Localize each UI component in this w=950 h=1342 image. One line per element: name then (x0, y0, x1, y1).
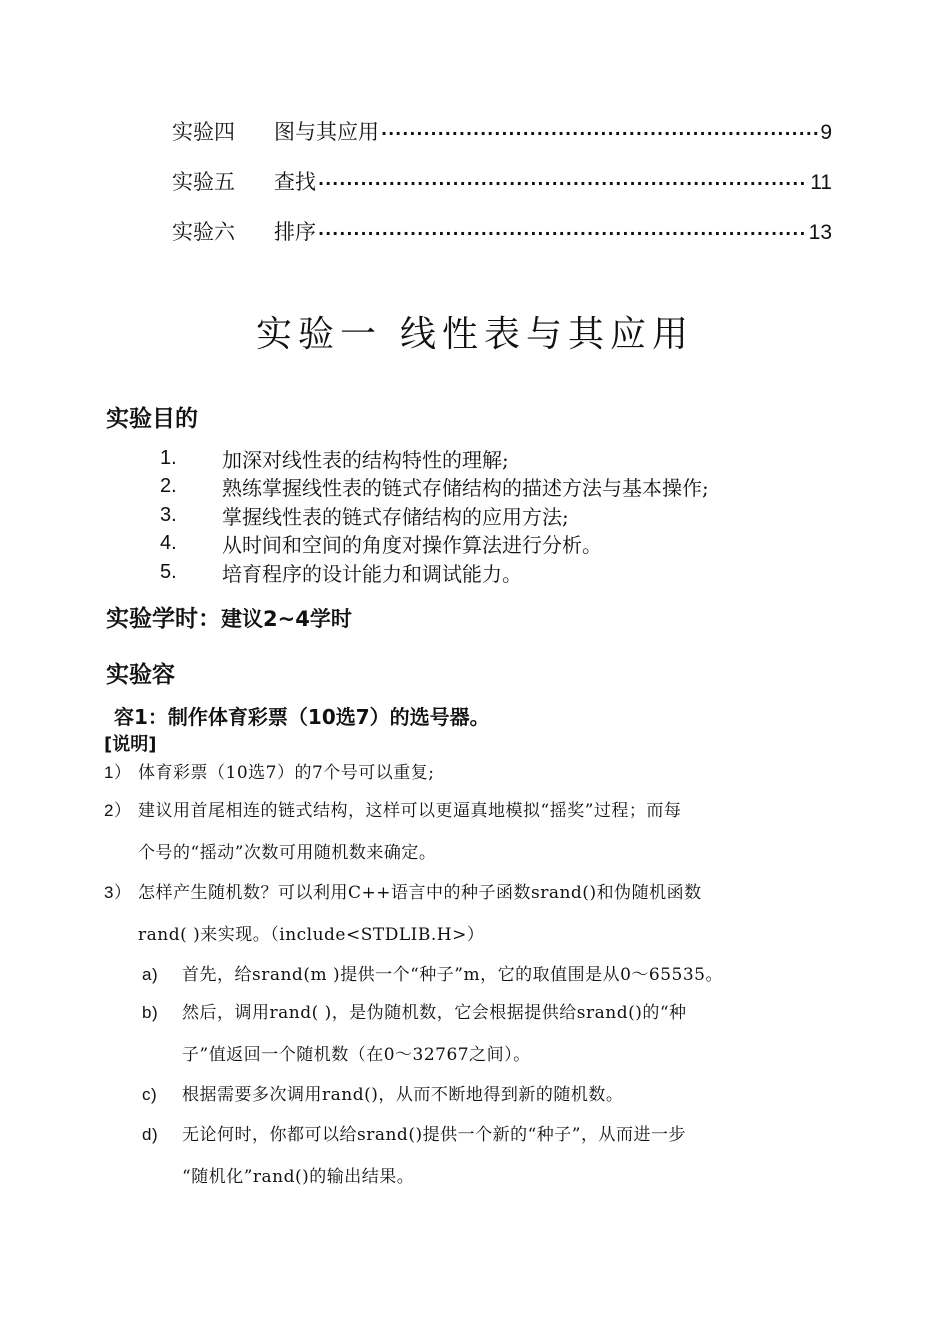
list-item-number: 2. (160, 475, 177, 498)
list-item (160, 444, 880, 473)
toc-entry-page: 13 (808, 221, 832, 244)
toc-entry-number: 实验六 (172, 220, 235, 244)
note-marker: 3） (104, 883, 132, 902)
note-line: 体育彩票（10选7）的7个号可以重复; (138, 763, 435, 783)
note-marker: 1） (104, 763, 132, 782)
note-marker: 2） (104, 801, 132, 820)
subnote-item (142, 1114, 686, 1156)
subnote-line: 首先，给srand(m )提供一个“种子”m，它的取值围是从0～65535。 (182, 965, 724, 985)
subnote-marker: a) (142, 965, 159, 984)
toc-leader-dots (318, 224, 807, 243)
list-item-text: 熟练掌握线性表的链式存储结构的描述方法与基本操作; (222, 476, 709, 501)
list-item-number: 5. (160, 560, 177, 583)
toc-entry-number: 实验五 (172, 170, 235, 194)
list-item-number: 3. (160, 503, 177, 526)
subnote-line: 然后，调用rand( )，是伪随机数，它会根据提供给srand()的“种 (182, 1003, 687, 1023)
toc-entry-title: 排序 (274, 220, 316, 244)
subnote-item (142, 992, 687, 1034)
list-item-text: 掌握线性表的链式存储结构的应用方法; (222, 504, 569, 529)
hours-label: 实验学时： (106, 606, 221, 632)
toc-entry-page: 11 (810, 171, 832, 194)
hours-value: 建议2~4学时 (221, 607, 352, 631)
note-line: 建议用首尾相连的链式结构，这样可以更逼真地模拟“摇奖”过程；而每 (138, 801, 682, 821)
toc-entry-title: 图与其应用 (274, 120, 379, 144)
chapter-name: 线性表与其应用 (400, 314, 695, 355)
toc-entry[interactable] (172, 116, 832, 146)
list-item (160, 501, 880, 530)
note-item (104, 790, 681, 832)
subnote-marker: d) (142, 1125, 159, 1144)
toc-leader-dots (381, 124, 818, 143)
list-item (160, 558, 880, 587)
task-heading: 容1：制作体育彩票（10选7）的选号器。 (114, 705, 490, 729)
note-label: [说明] (104, 734, 157, 755)
subnote-item (142, 1074, 623, 1116)
note-line-continued: rand( )来实现。（include<STDLIB.H>） (138, 925, 485, 945)
chapter-title (0, 306, 950, 357)
subnote-item (142, 954, 723, 996)
note-item (104, 872, 702, 914)
toc-entry-page: 9 (820, 121, 832, 144)
chapter-number: 实验一 (255, 314, 382, 355)
note-line: 怎样产生随机数？可以利用C++语言中的种子函数srand()和伪随机函数 (138, 883, 702, 903)
note-line-continued: 个号的“摇动”次数可用随机数来确定。 (138, 843, 437, 863)
subnote-line: 无论何时，你都可以给srand()提供一个新的“种子”，从而进一步 (182, 1125, 686, 1145)
subnote-line-continued: “随机化”rand()的输出结果。 (182, 1167, 415, 1187)
list-item-number: 1. (160, 446, 177, 469)
subnote-line: 根据需要多次调用rand()，从而不断地得到新的随机数。 (182, 1085, 624, 1105)
toc-leader-dots (318, 174, 808, 193)
objectives-heading: 实验目的 (106, 406, 198, 432)
toc-entry-number: 实验四 (172, 120, 235, 144)
list-item-text: 从时间和空间的角度对操作算法进行分析。 (222, 533, 602, 558)
list-item-text: 加深对线性表的结构特性的理解; (222, 447, 509, 472)
list-item-number: 4. (160, 532, 177, 555)
subnote-marker: b) (142, 1003, 159, 1022)
list-item-text: 培育程序的设计能力和调试能力。 (222, 561, 522, 586)
subnote-marker: c) (142, 1085, 158, 1104)
objectives-list (160, 444, 880, 587)
note-item (104, 752, 435, 794)
subnote-line-continued: 子”值返回一个随机数（在0～32767之间）。 (182, 1045, 531, 1065)
list-item (160, 473, 880, 502)
list-item (160, 530, 880, 559)
toc-entry-title: 查找 (274, 170, 316, 194)
toc-entry[interactable] (172, 216, 832, 246)
hours-heading (106, 600, 352, 633)
content-heading: 实验容 (106, 662, 175, 688)
toc-entry[interactable] (172, 166, 832, 196)
